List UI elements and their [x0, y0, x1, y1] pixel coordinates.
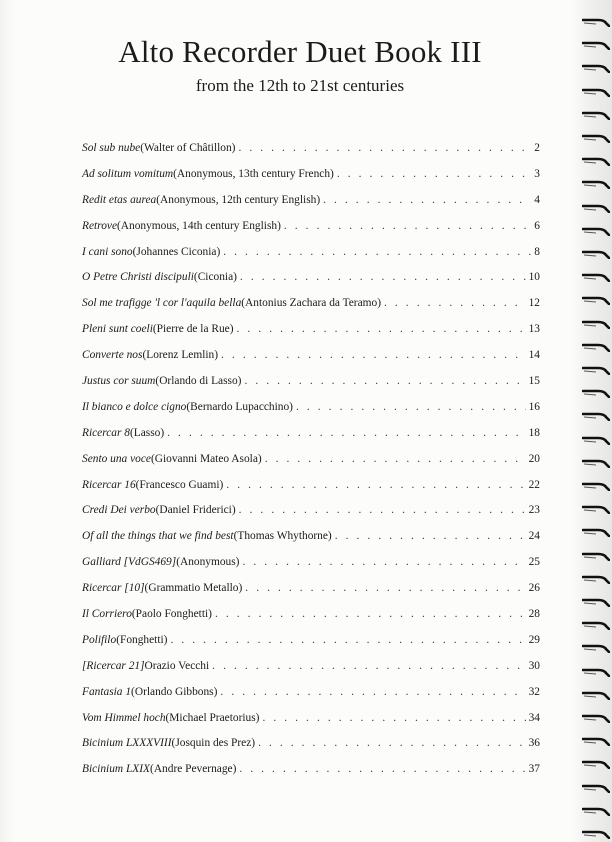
dot-leader: [221, 349, 526, 361]
binding-coil: [582, 366, 610, 375]
toc-entry-page-number: 8: [534, 245, 540, 258]
toc-entry-page-number: 15: [528, 375, 540, 388]
binding-coil: [582, 436, 610, 445]
toc-entry-page-number: 23: [528, 504, 540, 517]
dot-leader: [296, 401, 526, 413]
toc-entry: [82, 142, 540, 168]
toc-entry-title: Ricercar 16: [82, 478, 136, 491]
toc-entry: [82, 246, 540, 272]
dot-leader: [240, 271, 526, 283]
binding-coil: [582, 830, 610, 839]
dot-leader: [220, 686, 525, 698]
dot-leader: [323, 194, 531, 206]
toc-entry-page-number: 24: [528, 530, 540, 543]
toc-entry-title: Il Corriero: [82, 608, 132, 621]
binding-coil: [582, 18, 610, 27]
toc-entry: [82, 194, 540, 220]
toc-entry-title: Sento una voce: [82, 452, 151, 465]
toc-entry-page-number: 28: [528, 608, 540, 621]
toc-entry: [82, 271, 540, 297]
dot-leader: [167, 427, 525, 439]
toc-entry-composer: (Antonius Zachara da Teramo): [241, 297, 382, 310]
toc-entry-page-number: 10: [528, 271, 540, 284]
binding-coil: [582, 111, 610, 120]
toc-entry-title: Credi Dei verbo: [82, 504, 156, 517]
binding-coil: [582, 134, 610, 143]
toc-entry-composer: (Giovanni Mateo Asola): [150, 452, 262, 465]
toc-entry: [82, 530, 540, 556]
toc-entry-composer: Orazio Vecchi: [144, 659, 210, 672]
toc-entry: [82, 220, 540, 246]
toc-entry-page-number: 2: [534, 142, 540, 154]
toc-entry-composer: (Josquin des Prez): [171, 737, 256, 750]
toc-entry-title: Ricercar [10]: [82, 582, 145, 595]
binding-coil: [582, 180, 610, 189]
toc-entry-title: Ricercar 8: [82, 426, 130, 439]
dot-leader: [337, 168, 531, 180]
toc-entry-composer: (Johannes Ciconia): [132, 245, 221, 258]
toc-entry-page-number: 25: [528, 556, 540, 569]
binding-coil: [582, 459, 610, 468]
toc-entry-composer: (Pierre de la Rue): [152, 323, 234, 336]
dot-leader: [226, 479, 525, 491]
dot-leader: [242, 556, 525, 568]
toc-entry-composer: (Thomas Whythorne): [233, 530, 332, 543]
table-of-contents: [82, 142, 540, 789]
toc-entry-composer: (Paolo Fonghetti): [131, 608, 212, 621]
binding-coil: [582, 691, 610, 700]
toc-entry: [82, 634, 540, 660]
binding-coil: [582, 389, 610, 398]
binding-coil: [582, 273, 610, 282]
toc-entry-title: Bicinium LXXXVIII: [82, 737, 172, 750]
toc-entry: [82, 660, 540, 686]
toc-entry-title: Il bianco e dolce cigno: [82, 400, 187, 413]
binding-coil: [582, 250, 610, 259]
toc-entry-page-number: 14: [528, 349, 540, 362]
dot-leader: [223, 246, 531, 258]
toc-entry-page-number: 18: [528, 426, 540, 439]
binding-coil: [582, 41, 610, 50]
toc-entry-title: O Petre Christi discipuli: [82, 271, 194, 284]
page-subtitle: from the 12th to 21st centuries: [195, 76, 405, 95]
toc-entry-composer: (Anonymous, 12th century English): [156, 193, 321, 206]
toc-entry: [82, 686, 540, 712]
toc-entry-title: Converte nos: [82, 349, 143, 362]
dot-leader: [238, 142, 531, 154]
toc-entry-title: [Ricercar 21]: [82, 659, 145, 672]
binding-coil: [582, 784, 610, 793]
toc-entry-page-number: 32: [528, 685, 540, 698]
toc-entry: [82, 479, 540, 505]
binding-coil: [582, 575, 610, 584]
toc-entry-composer: (Orlando di Lasso): [155, 375, 242, 388]
binding-coil: [582, 157, 610, 166]
spiral-binding: [578, 0, 612, 842]
toc-entry-composer: (Francesco Guami): [135, 478, 224, 491]
toc-entry-title: Bicinium LXIX: [82, 763, 151, 776]
toc-entry: [82, 504, 540, 530]
toc-entry-page-number: 13: [528, 323, 540, 336]
toc-entry-composer: (Lasso): [129, 426, 165, 439]
toc-entry-composer: (Lorenz Lemlin): [142, 349, 219, 362]
toc-entry-composer: (Andre Pevernage): [150, 763, 237, 776]
dot-leader: [237, 323, 526, 335]
dot-leader: [265, 453, 526, 465]
toc-entry: [82, 168, 540, 194]
binding-coil: [582, 807, 610, 816]
toc-entry-title: Polifilo: [82, 633, 117, 646]
binding-coil: [582, 505, 610, 514]
binding-coil: [582, 760, 610, 769]
toc-entry-page-number: 20: [528, 452, 540, 465]
toc-entry: [82, 427, 540, 453]
binding-coil: [582, 737, 610, 746]
toc-entry-page-number: 22: [528, 478, 540, 491]
binding-coil: [582, 714, 610, 723]
toc-entry: [82, 582, 540, 608]
binding-coil: [582, 64, 610, 73]
toc-entry-composer: (Grammatio Metallo): [144, 582, 243, 595]
toc-entry-page-number: 6: [534, 219, 540, 232]
toc-entry: [82, 737, 540, 763]
toc-entry: [82, 401, 540, 427]
binding-coil: [582, 621, 610, 630]
binding-coil: [582, 598, 610, 607]
toc-entry-title: Vom Himmel hoch: [82, 711, 166, 724]
binding-coil: [582, 343, 610, 352]
toc-entry: [82, 608, 540, 634]
binding-coil: [582, 204, 610, 213]
toc-entry-title: Pleni sunt coeli: [82, 323, 153, 336]
toc-entry-composer: (Bernardo Lupacchino): [186, 400, 293, 413]
binding-coil: [582, 528, 610, 537]
dot-leader: [215, 608, 526, 620]
binding-coil: [582, 320, 610, 329]
dot-leader: [284, 220, 531, 232]
toc-entry: [82, 453, 540, 479]
toc-entry-page-number: 16: [528, 400, 540, 413]
toc-entry-page-number: 26: [528, 582, 540, 595]
toc-entry: [82, 712, 540, 738]
dot-leader: [239, 763, 525, 775]
toc-entry: [82, 375, 540, 401]
toc-entry-title: Retrove: [82, 219, 117, 232]
toc-entry-title: Of all the things that we find best: [82, 530, 234, 543]
binding-coil: [582, 552, 610, 561]
toc-entry: [82, 349, 540, 375]
dot-leader: [384, 297, 526, 309]
binding-coil: [582, 296, 610, 305]
toc-entry-page-number: 12: [528, 297, 540, 310]
toc-entry: [82, 323, 540, 349]
toc-entry: [82, 297, 540, 323]
toc-entry-page-number: 3: [534, 167, 540, 180]
toc-entry: [82, 763, 540, 789]
toc-entry-composer: (Anonymous, 13th century French): [173, 167, 334, 180]
toc-entry-composer: (Walter of Châtillon): [140, 142, 236, 154]
toc-entry-title: Justus cor suum: [82, 375, 156, 388]
toc-entry-title: Sol sub nube: [82, 142, 141, 154]
toc-entry-title: Ad solitum vomitum: [82, 167, 174, 180]
toc-entry-page-number: 4: [534, 193, 540, 206]
toc-entry-composer: (Anonymous, 14th century English): [117, 219, 281, 232]
toc-entry-page-number: 36: [528, 737, 540, 750]
dot-leader: [244, 375, 525, 387]
toc-entry-title: I cani sono: [82, 245, 133, 258]
toc-entry-page-number: 29: [528, 633, 540, 646]
toc-entry-title: Fantasia 1: [82, 685, 132, 698]
dot-leader: [170, 634, 525, 646]
binding-coil: [582, 644, 610, 653]
toc-entry-page-number: 34: [528, 711, 540, 724]
toc-entry-title: Galliard [VdGS469]: [82, 556, 177, 569]
toc-entry-composer: (Anonymous): [176, 556, 240, 569]
toc-entry-composer: (Orlando Gibbons): [131, 685, 218, 698]
dot-leader: [335, 530, 526, 542]
dot-leader: [262, 712, 525, 724]
binding-coil: [582, 412, 610, 421]
dot-leader: [239, 504, 526, 516]
dot-leader: [258, 737, 526, 749]
dot-leader: [245, 582, 525, 594]
toc-entry-title: Sol me trafigge 'l cor l'aquila bella: [82, 297, 242, 310]
dot-leader: [212, 660, 525, 672]
binding-coil: [582, 482, 610, 491]
toc-entry-page-number: 30: [528, 659, 540, 672]
page-title: Alto Recorder Duet Book III: [118, 34, 482, 69]
toc-entry-title: Redit etas aurea: [82, 193, 157, 206]
binding-coil: [582, 668, 610, 677]
toc-entry-composer: (Daniel Friderici): [155, 504, 236, 517]
toc-entry: [82, 556, 540, 582]
toc-entry-composer: (Fonghetti): [116, 633, 168, 646]
toc-entry-composer: (Michael Praetorius): [165, 711, 260, 724]
toc-entry-page-number: 37: [528, 763, 540, 776]
binding-coil: [582, 88, 610, 97]
binding-coil: [582, 227, 610, 236]
toc-entry-composer: (Ciconia): [193, 271, 237, 284]
